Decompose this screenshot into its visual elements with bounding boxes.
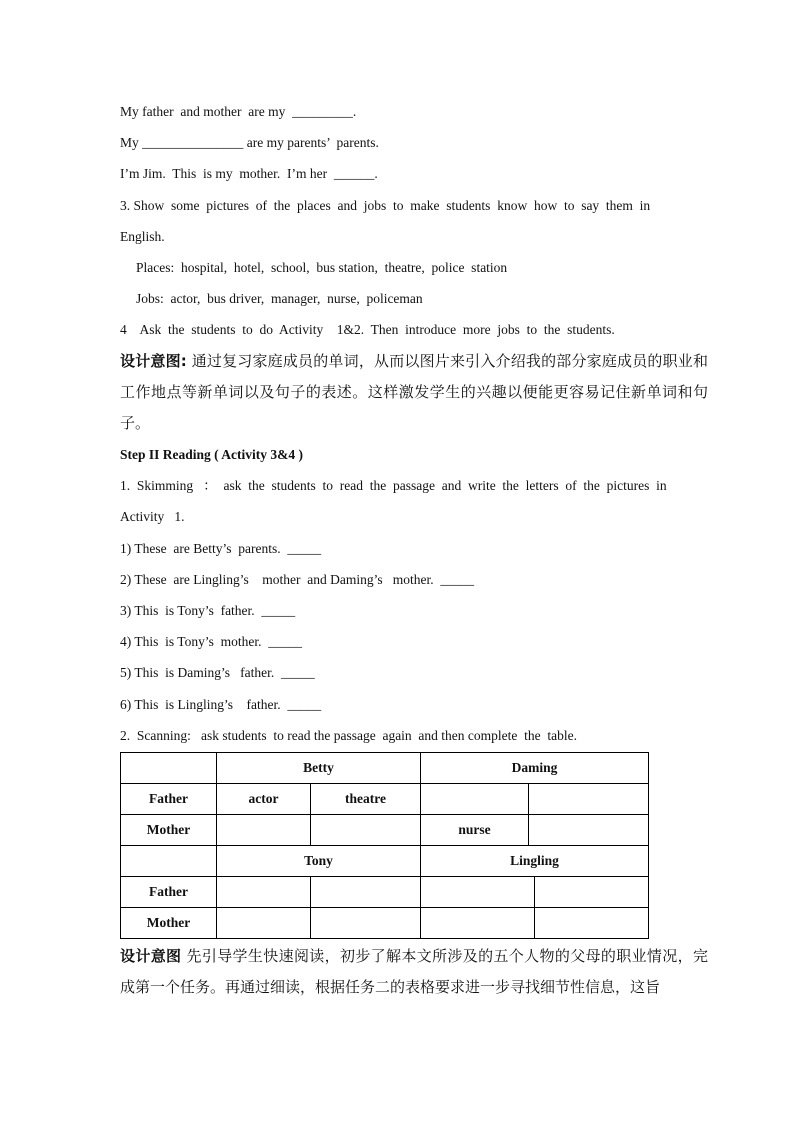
design-intent-label: 设计意图: [120, 946, 182, 965]
table-cell: [217, 907, 311, 938]
skimming-item-4: 4) This is Tony’s mother. _____: [120, 634, 302, 650]
skimming-item-5: 5) This is Daming’s father. _____: [120, 665, 315, 681]
step-3-instruction-cont: English.: [120, 228, 165, 244]
skimming-item-1: 1) These are Betty’s parents. _____: [120, 540, 322, 556]
design-intent-2: [120, 941, 708, 1003]
places-list: Places: hospital, hotel, school, bus station, theatre, police station: [136, 259, 508, 275]
table-cell: [311, 814, 421, 845]
table-row-label-mother: Mother: [121, 814, 217, 845]
design-intent-text: 通过复习家庭成员的单词，从而以图片来引入介绍我的部分家庭成员的职业和工作地点等新单词以及句子的表述。这样激发学生的兴趣以便能更容易记住新单词和句子。: [120, 351, 708, 432]
table-cell-theatre: theatre: [311, 783, 421, 814]
step-3-instruction: 3. Show some pictures of the places and jobs to make students know how to say them in: [120, 197, 651, 213]
table-row: [121, 752, 649, 783]
fill-blank-line-3: I’m Jim. This is my mother. I’m her ______.: [120, 166, 378, 182]
table-header-betty: Betty: [217, 752, 421, 783]
table-cell: [421, 876, 535, 907]
table-cell: [121, 845, 217, 876]
table-row: [121, 783, 649, 814]
design-intent-label: 设计意图:: [120, 351, 187, 370]
table-cell-actor: actor: [217, 783, 311, 814]
table-cell: [311, 876, 421, 907]
skimming-instruction-cont: Activity 1.: [120, 509, 185, 525]
step-4-instruction: 4 Ask the students to do Activity 1&2. Then introduce more jobs to the students.: [120, 322, 615, 338]
table-row-label-father: Father: [121, 783, 217, 814]
table-row-label-mother: Mother: [121, 907, 217, 938]
table-row: [121, 845, 649, 876]
table-cell: [121, 752, 217, 783]
skimming-item-3: 3) This is Tony’s father. _____: [120, 603, 296, 619]
skimming-item-2: 2) These are Lingling’s mother and Daming’s mother. _____: [120, 571, 475, 587]
fill-blank-line-2: My _______________ are my parents’ parents.: [120, 135, 379, 151]
design-intent-1: [120, 346, 708, 440]
table-cell: [217, 814, 311, 845]
table-cell: [529, 814, 649, 845]
step-2-heading: Step II Reading ( Activity 3&4 ): [120, 447, 303, 463]
table-cell: [535, 876, 649, 907]
design-intent-text: 先引导学生快速阅读，初步了解本文所涉及的五个人物的父母的职业情况，完成第一个任务。再通过细读，根据任务二的表格要求进一步寻找细节性信息，这旨: [120, 946, 708, 997]
table-row: [121, 814, 649, 845]
table-row: [121, 876, 649, 907]
table-header-tony: Tony: [217, 845, 421, 876]
table-cell-nurse: nurse: [421, 814, 529, 845]
table-cell: [311, 907, 421, 938]
jobs-list: Jobs: actor, bus driver, manager, nurse, policeman: [136, 291, 423, 307]
document-page: [120, 96, 708, 1003]
skimming-instruction: 1. Skimming ： ask the students to read the passage and write the letters of the pictures in: [120, 478, 667, 494]
table-header-daming: Daming: [421, 752, 649, 783]
scanning-instruction: 2. Scanning: ask students to read the passage again and then complete the table.: [120, 727, 577, 743]
fill-blank-line-1: My father and mother are my _________.: [120, 104, 357, 119]
table-header-lingling: Lingling: [421, 845, 649, 876]
table-row-label-father: Father: [121, 876, 217, 907]
table-cell: [535, 907, 649, 938]
table-cell: [421, 907, 535, 938]
table-row: [121, 907, 649, 938]
table-cell: [421, 783, 529, 814]
table-cell: [529, 783, 649, 814]
table-cell: [217, 876, 311, 907]
jobs-table: [120, 752, 649, 939]
skimming-item-6: 6) This is Lingling’s father. _____: [120, 696, 322, 712]
